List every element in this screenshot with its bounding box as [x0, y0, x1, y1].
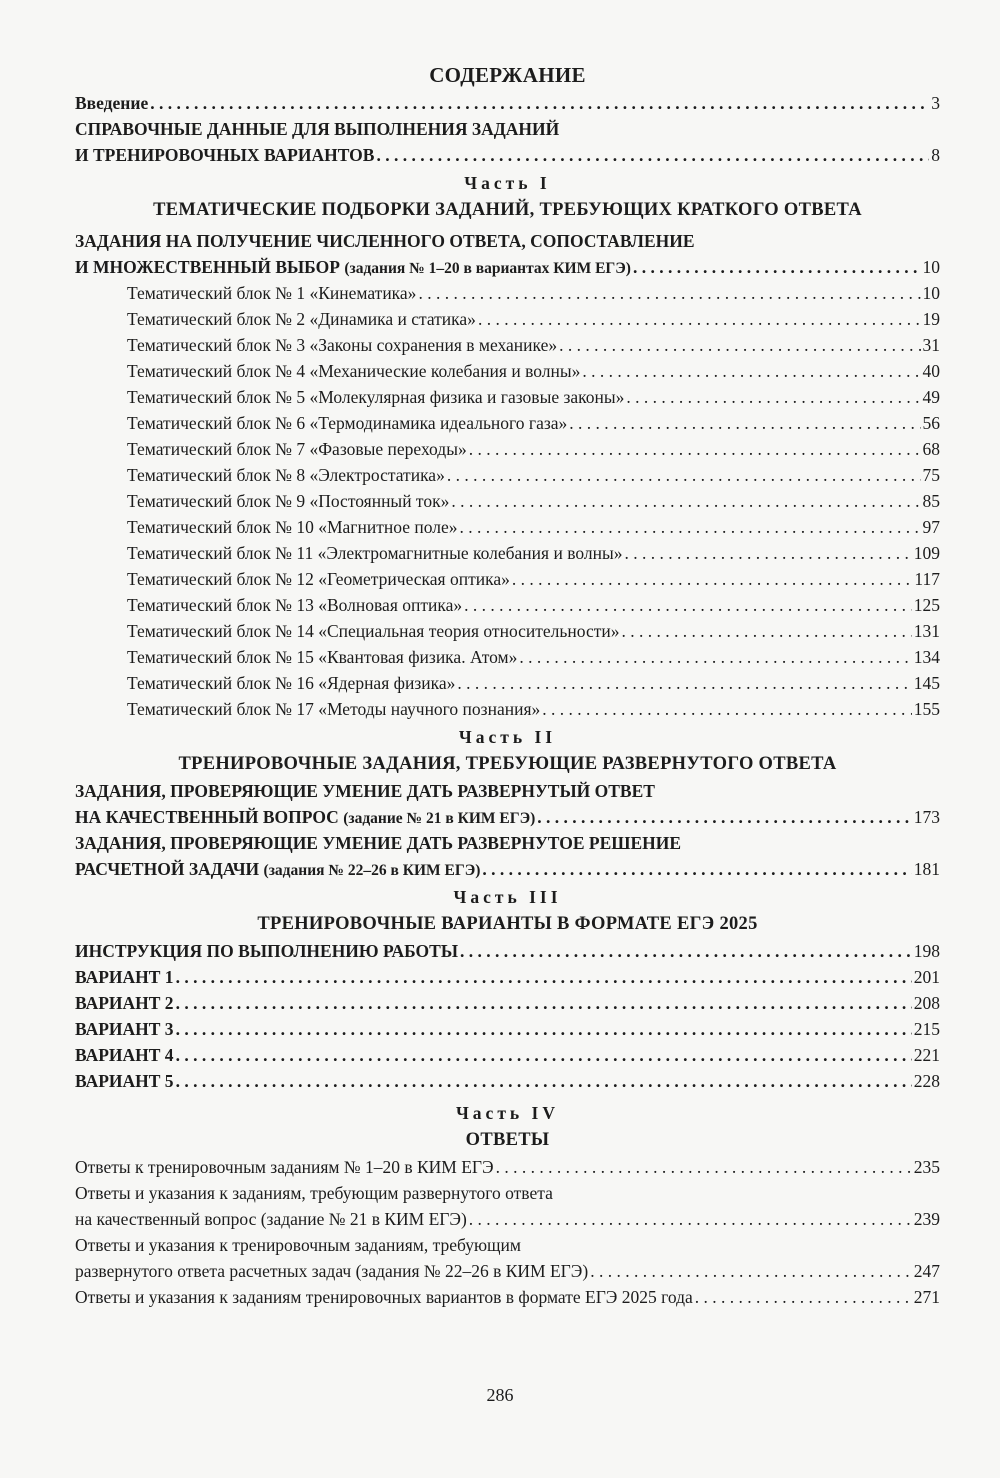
toc-entry-variant[interactable]	[75, 1016, 940, 1042]
toc-entry-answers-calculation[interactable]	[75, 1258, 940, 1284]
leader-dots	[176, 990, 912, 1016]
toc-entry-page: 31	[922, 335, 940, 355]
toc-entry-label	[75, 254, 631, 282]
toc-entry-reference-line1[interactable]	[75, 116, 940, 142]
toc-entry-label: ЗАДАНИЯ НА ПОЛУЧЕНИЕ ЧИСЛЕННОГО ОТВЕТА, СОПОСТАВЛЕНИЕ	[75, 231, 695, 251]
toc-entry-thematic-block[interactable]	[75, 384, 940, 410]
toc-entry-thematic-block[interactable]	[75, 488, 940, 514]
leader-dots	[478, 306, 921, 332]
toc-entry-page: 56	[922, 413, 940, 433]
part-2-label: Часть II	[458, 727, 557, 747]
toc-entry-page: 117	[914, 569, 940, 589]
toc-entry-page: 75	[922, 465, 940, 485]
toc-entry-line1[interactable]	[75, 1232, 940, 1258]
toc-entry-thematic-block[interactable]	[75, 462, 940, 488]
toc-section-line1[interactable]	[75, 228, 940, 254]
toc-entry-page: 131	[913, 621, 940, 641]
toc-entry-thematic-block[interactable]	[75, 514, 940, 540]
leader-dots	[695, 1284, 912, 1310]
leader-dots	[176, 1016, 912, 1042]
section-note: (задания № 22–26 в КИМ ЕГЭ)	[263, 862, 481, 879]
leader-dots	[559, 332, 920, 358]
toc-entry-label: Ответы к тренировочным заданиям № 1–20 в КИМ ЕГЭ	[75, 1157, 494, 1177]
toc-entry-page: 247	[913, 1261, 940, 1281]
leader-dots	[633, 254, 921, 280]
toc-entry-thematic-block[interactable]	[75, 566, 940, 592]
toc-entry-label	[75, 856, 480, 884]
toc-entry-page: 173	[913, 807, 940, 827]
toc-entry-label: Тематический блок № 10 «Магнитное поле»	[127, 517, 458, 537]
toc-section-short-answer[interactable]	[75, 254, 940, 280]
leader-dots	[621, 618, 911, 644]
toc-entry-thematic-block[interactable]	[75, 280, 940, 306]
toc-entry-page: 239	[913, 1209, 940, 1229]
toc-entry-page: 68	[922, 439, 940, 459]
toc-entry-label: ВАРИАНТ 2	[75, 993, 174, 1013]
leader-dots	[464, 592, 912, 618]
toc-entry-answers-short[interactable]	[75, 1154, 940, 1180]
part-4-heading: ОТВЕТЫ	[465, 1130, 550, 1150]
part-2-heading: ТРЕНИРОВОЧНЫЕ ЗАДАНИЯ, ТРЕБУЮЩИЕ РАЗВЕРНУТОГО ОТВЕТА	[178, 754, 837, 774]
toc-entry-page: 97	[922, 517, 940, 537]
toc-entry-label: Тематический блок № 17 «Методы научного познания»	[127, 699, 541, 719]
toc-entry-page: 40	[922, 361, 940, 381]
toc-entry-label: Тематический блок № 6 «Термодинамика идеального газа»	[127, 413, 568, 433]
leader-dots	[447, 462, 921, 488]
part-3-heading: ТРЕНИРОВОЧНЫЕ ВАРИАНТЫ В ФОРМАТЕ ЕГЭ 2025	[257, 914, 758, 934]
toc-entry-page: 125	[913, 595, 940, 615]
toc-entry-label: ВАРИАНТ 5	[75, 1071, 174, 1091]
toc-entry-page: 271	[913, 1287, 940, 1307]
leader-dots	[590, 1258, 912, 1284]
toc-entry-page: 10	[922, 257, 940, 277]
leader-dots	[176, 1042, 912, 1068]
toc-entry-thematic-block[interactable]	[75, 540, 940, 566]
leader-dots	[542, 696, 912, 722]
leader-dots	[469, 1206, 912, 1232]
toc-entry-label: ЗАДАНИЯ, ПРОВЕРЯЮЩИЕ УМЕНИЕ ДАТЬ РАЗВЕРНУТЫЙ ОТВЕТ	[75, 781, 655, 801]
leader-dots	[459, 514, 920, 540]
toc-entry-label: Тематический блок № 7 «Фазовые переходы»	[127, 439, 467, 459]
toc-entry-label: Тематический блок № 13 «Волновая оптика»	[127, 595, 463, 615]
toc-entry-reference[interactable]	[75, 142, 940, 168]
toc-entry-page: 228	[913, 1071, 940, 1091]
toc-entry-page: 198	[913, 941, 940, 961]
toc-entry-label: Тематический блок № 11 «Электромагнитные колебания и волны»	[127, 543, 623, 563]
leader-dots	[582, 358, 920, 384]
leader-dots	[569, 410, 920, 436]
toc-entry-page: 134	[913, 647, 940, 667]
toc-entry-label: Ответы и указания к заданиям, требующим развернутого ответа	[75, 1183, 553, 1203]
leader-dots	[496, 1154, 912, 1180]
toc-entry-thematic-block[interactable]	[75, 410, 940, 436]
toc-entry-page: 145	[913, 673, 940, 693]
toc-entry-thematic-block[interactable]	[75, 358, 940, 384]
toc-entry-intro[interactable]	[75, 90, 940, 116]
toc-entry-thematic-block[interactable]	[75, 670, 940, 696]
toc-entry-instructions[interactable]	[75, 938, 940, 964]
part-1-heading: ТЕМАТИЧЕСКИЕ ПОДБОРКИ ЗАДАНИЙ, ТРЕБУЮЩИХ КРАТКОГО ОТВЕТА	[153, 200, 862, 220]
toc-entry-page: 155	[913, 699, 940, 719]
variants-list	[75, 938, 940, 1094]
toc-entry-thematic-block[interactable]	[75, 644, 940, 670]
section-note: (задания № 1–20 в вариантах КИМ ЕГЭ)	[344, 260, 631, 277]
toc-entry-label: Тематический блок № 5 «Молекулярная физика и газовые законы»	[127, 387, 625, 407]
leader-dots	[537, 804, 911, 830]
toc-section-calculation[interactable]	[75, 856, 940, 882]
toc-entry-label: Тематический блок № 9 «Постоянный ток»	[127, 491, 450, 511]
toc-entry-thematic-block[interactable]	[75, 332, 940, 358]
toc-entry-page: 181	[913, 859, 940, 879]
section-title: НА КАЧЕСТВЕННЫЙ ВОПРОС	[75, 807, 339, 827]
toc-entry-page: 3	[931, 93, 940, 113]
toc-entry-page: 8	[931, 145, 940, 165]
toc-entry-page: 109	[913, 543, 940, 563]
leader-dots	[176, 964, 912, 990]
toc-entry-label: Тематический блок № 2 «Динамика и статика»	[127, 309, 476, 329]
toc-entry-label: Тематический блок № 15 «Квантовая физика. Атом»	[127, 647, 518, 667]
toc-entry-thematic-block[interactable]	[75, 696, 940, 722]
section-note: (задание № 21 в КИМ ЕГЭ)	[343, 810, 536, 827]
toc-entry-answers-variants[interactable]	[75, 1284, 940, 1310]
toc-section-line1[interactable]	[75, 778, 940, 804]
toc-entry-label: ИНСТРУКЦИЯ ПО ВЫПОЛНЕНИЮ РАБОТЫ	[75, 941, 459, 961]
leader-dots	[418, 280, 920, 306]
toc-entry-label: Ответы и указания к тренировочным заданиям, требующим	[75, 1235, 521, 1255]
toc-entry-label: на качественный вопрос (задание № 21 в КИМ ЕГЭ)	[75, 1209, 467, 1229]
toc-entry-page: 10	[922, 283, 940, 303]
toc-entry-page: 85	[922, 491, 940, 511]
leader-dots	[176, 1068, 912, 1094]
part-4-label: Часть IV	[455, 1103, 560, 1123]
toc-entry-variant[interactable]	[75, 1068, 940, 1094]
page-number: 286	[486, 1385, 514, 1405]
toc-entry-page: 19	[922, 309, 940, 329]
toc-entry-variant[interactable]	[75, 1042, 940, 1068]
toc-entry-thematic-block[interactable]	[75, 592, 940, 618]
toc-entry-variant[interactable]	[75, 990, 940, 1016]
toc-entry-label: СПРАВОЧНЫЕ ДАННЫЕ ДЛЯ ВЫПОЛНЕНИЯ ЗАДАНИЙ	[75, 119, 560, 139]
section-title: И МНОЖЕСТВЕННЫЙ ВЫБОР	[75, 257, 340, 277]
leader-dots	[460, 938, 912, 964]
section-title: РАСЧЕТНОЙ ЗАДАЧИ	[75, 859, 260, 879]
toc-entry-page: 49	[922, 387, 940, 407]
toc-entry-thematic-block[interactable]	[75, 436, 940, 462]
part-3-label: Часть III	[453, 887, 562, 907]
toc-entry-thematic-block[interactable]	[75, 306, 940, 332]
toc-entry-variant[interactable]	[75, 964, 940, 990]
toc-entry-label: Тематический блок № 3 «Законы сохранения в механике»	[127, 335, 558, 355]
toc-entry-page: 201	[913, 967, 940, 987]
toc-entry-label: ВАРИАНТ 1	[75, 967, 174, 987]
part-1-label: Часть I	[464, 173, 551, 193]
toc-entry-page: 215	[913, 1019, 940, 1039]
toc-entry-thematic-block[interactable]	[75, 618, 940, 644]
toc-entry-label: Тематический блок № 12 «Геометрическая оптика»	[127, 569, 510, 589]
toc-entry-label: ВАРИАНТ 4	[75, 1045, 174, 1065]
toc-entry-label: Тематический блок № 14 «Специальная теория относительности»	[127, 621, 620, 641]
toc-entry-label: И ТРЕНИРОВОЧНЫХ ВАРИАНТОВ	[75, 145, 375, 165]
toc-entry-page: 221	[913, 1045, 940, 1065]
toc-section-qualitative[interactable]	[75, 804, 940, 830]
toc-section-line1[interactable]	[75, 830, 940, 856]
leader-dots	[624, 540, 911, 566]
leader-dots	[626, 384, 920, 410]
leader-dots	[451, 488, 920, 514]
leader-dots	[376, 142, 929, 168]
leader-dots	[519, 644, 911, 670]
toc-entry-label: Тематический блок № 4 «Механические колебания и волны»	[127, 361, 581, 381]
leader-dots	[469, 436, 921, 462]
toc-entry-label: развернутого ответа расчетных задач (задания № 22–26 в КИМ ЕГЭ)	[75, 1261, 589, 1281]
toc-entry-label: Введение	[75, 93, 149, 113]
toc-entry-label: Ответы и указания к заданиям тренировочных вариантов в формате ЕГЭ 2025 года	[75, 1287, 693, 1307]
thematic-blocks-list	[75, 280, 940, 722]
toc-entry-label	[75, 804, 535, 832]
toc-entry-label: ЗАДАНИЯ, ПРОВЕРЯЮЩИЕ УМЕНИЕ ДАТЬ РАЗВЕРНУТОЕ РЕШЕНИЕ	[75, 833, 682, 853]
toc-entry-answers-qualitative[interactable]	[75, 1206, 940, 1232]
leader-dots	[512, 566, 913, 592]
leader-dots	[482, 856, 911, 882]
toc-entry-page: 235	[913, 1157, 940, 1177]
page-title: СОДЕРЖАНИЕ	[429, 63, 586, 87]
leader-dots	[457, 670, 911, 696]
toc-entry-label: ВАРИАНТ 3	[75, 1019, 174, 1039]
toc-entry-label: Тематический блок № 16 «Ядерная физика»	[127, 673, 456, 693]
toc-entry-label: Тематический блок № 1 «Кинематика»	[127, 283, 417, 303]
toc-entry-label: Тематический блок № 8 «Электростатика»	[127, 465, 445, 485]
toc-content	[75, 56, 940, 1310]
leader-dots	[150, 90, 929, 116]
toc-entry-line1[interactable]	[75, 1180, 940, 1206]
toc-entry-page: 208	[913, 993, 940, 1013]
